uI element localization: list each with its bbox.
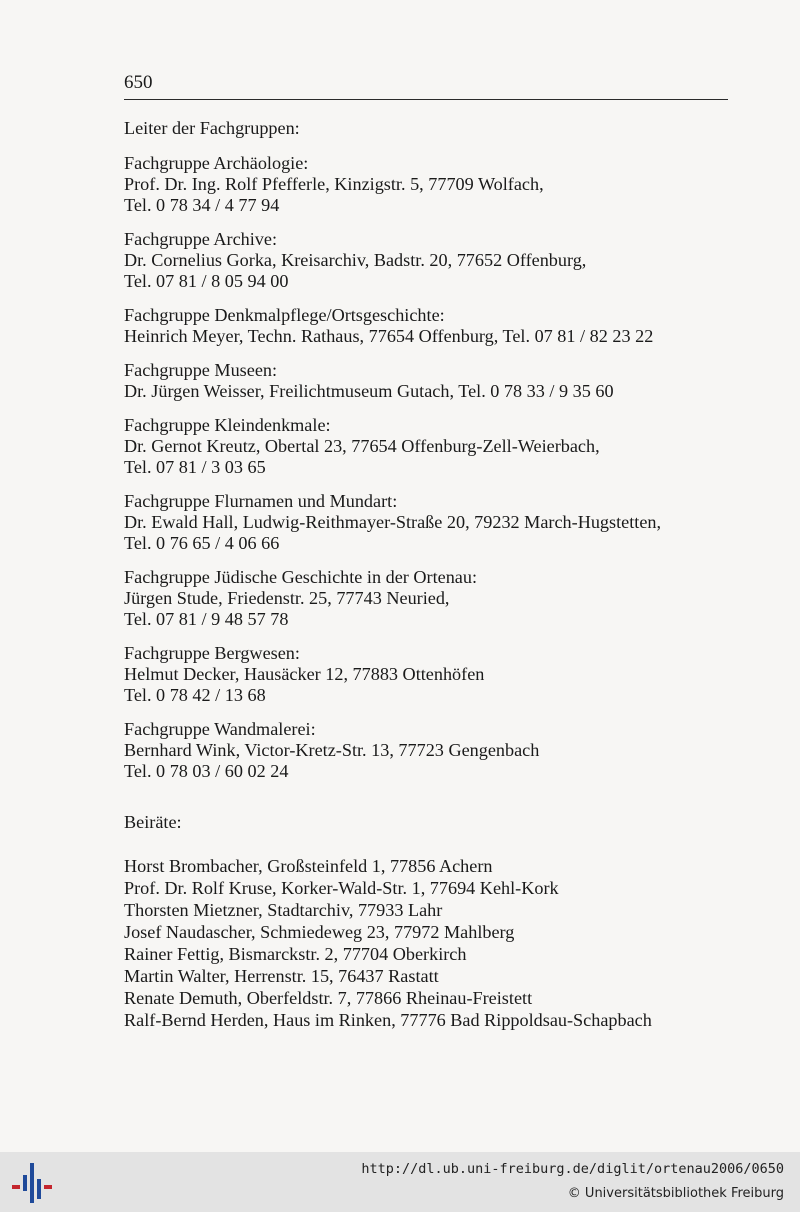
- advisory-member: Prof. Dr. Rolf Kruse, Korker-Wald-Str. 1, 77694 Kehl-Kork: [124, 878, 559, 898]
- group-line: Tel. 07 81 / 3 03 65: [124, 457, 266, 477]
- group-title: Fachgruppe Wandmalerei:: [124, 719, 316, 739]
- group-line: Tel. 0 76 65 / 4 06 66: [124, 533, 280, 553]
- advisory-member: Josef Naudascher, Schmiedeweg 23, 77972 Mahlberg: [124, 922, 515, 942]
- page-content: [124, 118, 744, 1031]
- group-line: Dr. Jürgen Weisser, Freilichtmuseum Gutach, Tel. 0 78 33 / 9 35 60: [124, 381, 614, 401]
- group-line: Tel. 07 81 / 9 48 57 78: [124, 609, 289, 629]
- group-line: Tel. 0 78 03 / 60 02 24: [124, 761, 289, 781]
- header-rule: [124, 99, 728, 100]
- group-archives: [124, 229, 744, 292]
- group-title: Fachgruppe Archive:: [124, 229, 278, 249]
- group-archaeology: [124, 153, 744, 216]
- group-title: Fachgruppe Flurnamen und Mundart:: [124, 491, 398, 511]
- group-field-names-dialect: [124, 491, 744, 554]
- advisory-heading: Beiräte:: [124, 812, 182, 832]
- group-museums: [124, 360, 744, 402]
- group-line: Jürgen Stude, Friedenstr. 25, 77743 Neuried,: [124, 588, 450, 608]
- group-line: Tel. 0 78 42 / 13 68: [124, 685, 266, 705]
- group-title: Fachgruppe Bergwesen:: [124, 643, 300, 663]
- group-line: Tel. 0 78 34 / 4 77 94: [124, 195, 280, 215]
- advisory-member: Renate Demuth, Oberfeldstr. 7, 77866 Rheinau-Freistett: [124, 988, 533, 1008]
- group-line: Prof. Dr. Ing. Rolf Pfefferle, Kinzigstr. 5, 77709 Wolfach,: [124, 174, 544, 194]
- group-mining: [124, 643, 744, 706]
- group-title: Fachgruppe Kleindenkmale:: [124, 415, 331, 435]
- advisory-member: Rainer Fettig, Bismarckstr. 2, 77704 Oberkirch: [124, 944, 467, 964]
- group-line: Heinrich Meyer, Techn. Rathaus, 77654 Offenburg, Tel. 07 81 / 82 23 22: [124, 326, 654, 346]
- ub-freiburg-logo-icon: [10, 1161, 54, 1205]
- footer-bar: [0, 1152, 800, 1212]
- group-small-monuments: [124, 415, 744, 478]
- group-line: Tel. 07 81 / 8 05 94 00: [124, 271, 289, 291]
- group-title: Fachgruppe Jüdische Geschichte in der Ortenau:: [124, 567, 478, 587]
- advisory-member: Horst Brombacher, Großsteinfeld 1, 77856 Achern: [124, 856, 493, 876]
- advisory-member: Ralf-Bernd Herden, Haus im Rinken, 77776 Bad Rippoldsau-Schapbach: [124, 1010, 652, 1030]
- group-line: Dr. Cornelius Gorka, Kreisarchiv, Badstr. 20, 77652 Offenburg,: [124, 250, 587, 270]
- source-url-link[interactable]: http://dl.ub.uni-freiburg.de/diglit/ortenau2006/0650: [361, 1161, 784, 1177]
- group-line: Dr. Gernot Kreutz, Obertal 23, 77654 Offenburg-Zell-Weierbach,: [124, 436, 600, 456]
- leaders-heading: Leiter der Fachgruppen:: [124, 118, 300, 138]
- group-title: Fachgruppe Museen:: [124, 360, 278, 380]
- group-title: Fachgruppe Denkmalpflege/Ortsgeschichte:: [124, 305, 445, 325]
- copyright-text: © Universitätsbibliothek Freiburg: [567, 1186, 784, 1201]
- group-line: Helmut Decker, Hausäcker 12, 77883 Ottenhöfen: [124, 664, 485, 684]
- group-monument-care: [124, 305, 744, 347]
- advisory-member: Martin Walter, Herrenstr. 15, 76437 Rastatt: [124, 966, 439, 986]
- page-number: 650: [124, 72, 153, 93]
- advisory-list: [124, 855, 744, 1031]
- group-jewish-history: [124, 567, 744, 630]
- group-title: Fachgruppe Archäologie:: [124, 153, 309, 173]
- group-line: Bernhard Wink, Victor-Kretz-Str. 13, 77723 Gengenbach: [124, 740, 540, 760]
- advisory-member: Thorsten Mietzner, Stadtarchiv, 77933 Lahr: [124, 900, 443, 920]
- group-line: Dr. Ewald Hall, Ludwig-Reithmayer-Straße 20, 79232 March-Hugstetten,: [124, 512, 662, 532]
- group-wall-painting: [124, 719, 744, 782]
